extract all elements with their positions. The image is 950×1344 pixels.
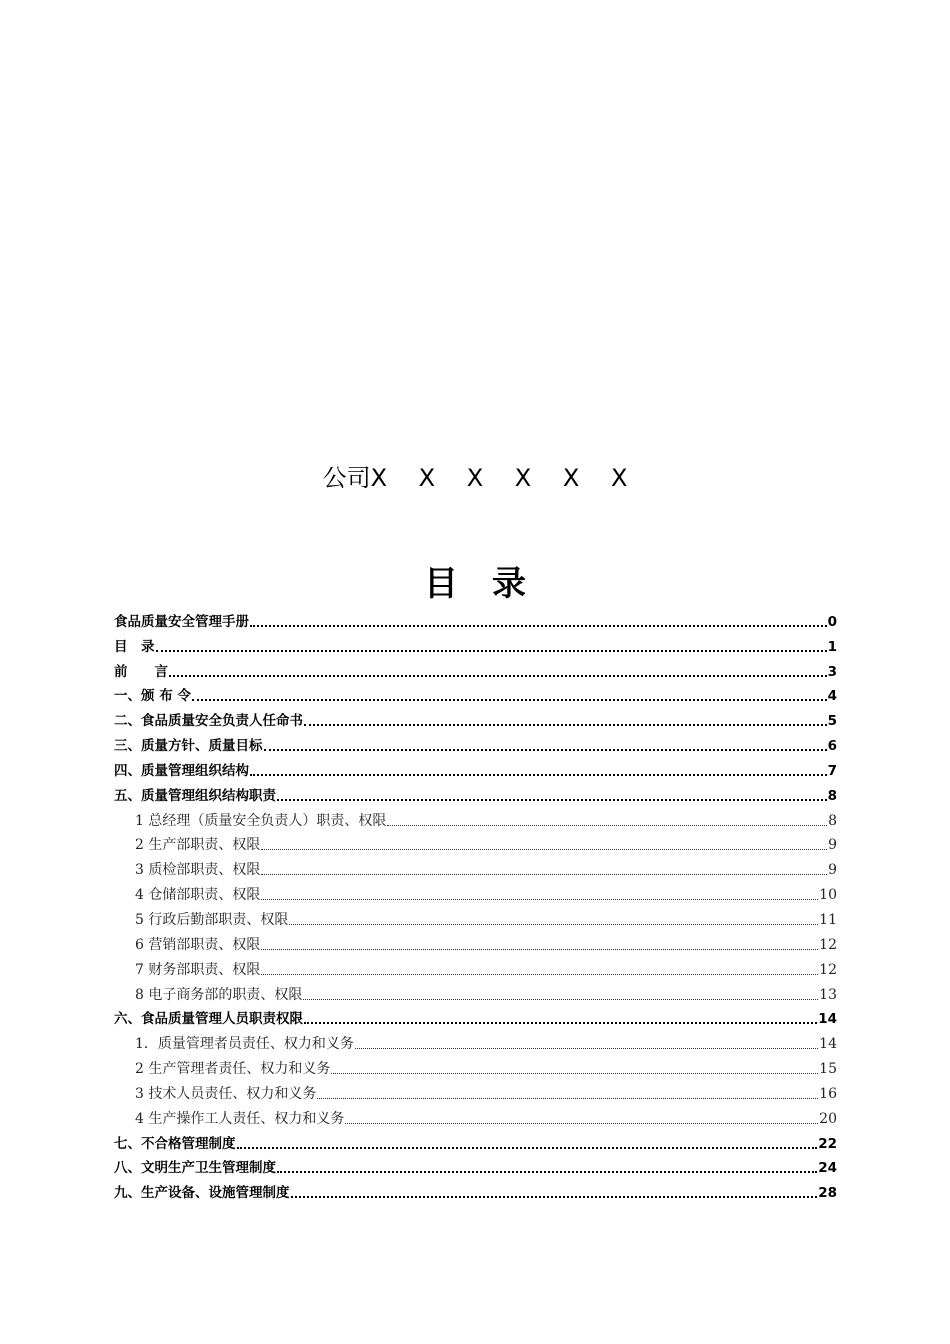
toc-dot-leader [264, 749, 827, 751]
toc-entry-page-number: 12 [819, 961, 837, 978]
toc-entry-label: 九、生产设备、设施管理制度 [114, 1185, 290, 1202]
toc-entry-label: 食品质量安全管理手册 [114, 613, 249, 630]
toc-entry-page-number: 6 [827, 738, 837, 755]
toc-dot-leader [304, 724, 827, 726]
toc-entry-page-number: 8 [828, 812, 837, 829]
toc-entry[interactable] [114, 706, 837, 731]
toc-entry[interactable] [114, 831, 837, 856]
toc-entry[interactable] [114, 781, 837, 806]
toc-entry-page-number: 16 [819, 1085, 837, 1102]
toc-entry[interactable] [114, 682, 837, 707]
toc-dot-leader [331, 1073, 818, 1074]
toc-entry-label: 8 电子商务部的职责、权限 [135, 986, 303, 1003]
toc-dot-leader [237, 1147, 818, 1149]
toc-entry[interactable] [114, 632, 837, 657]
toc-entry[interactable] [114, 1005, 837, 1030]
toc-dot-leader [261, 874, 827, 875]
toc-dot-leader [289, 924, 818, 925]
toc-entry-page-number: 9 [828, 837, 837, 854]
toc-dot-leader [261, 849, 827, 850]
toc-entry[interactable] [114, 905, 837, 930]
toc-entry[interactable] [114, 806, 837, 831]
toc-entry-page-number: 3 [827, 663, 837, 680]
toc-entry-label: 六、食品质量管理人员职责权限 [114, 1011, 303, 1028]
toc-entry-page-number: 0 [827, 613, 837, 630]
toc-dot-leader [277, 1171, 817, 1173]
toc-entry-page-number: 24 [818, 1160, 837, 1177]
toc-entry-page-number: 28 [818, 1185, 837, 1202]
toc-entry-page-number: 20 [819, 1110, 837, 1127]
toc-entry-label: 1 总经理（质量安全负责人）职责、权限 [135, 812, 387, 829]
toc-dot-leader [277, 799, 827, 801]
toc-entry-label: 5 行政后勤部职责、权限 [135, 911, 289, 928]
toc-entry[interactable] [114, 731, 837, 756]
toc-entry[interactable] [114, 880, 837, 905]
toc-entry-label: 2 生产部职责、权限 [135, 837, 261, 854]
toc-entry-page-number: 8 [827, 787, 837, 804]
toc-entry[interactable] [114, 1054, 837, 1079]
toc-entry[interactable] [114, 756, 837, 781]
toc-dot-leader [261, 949, 818, 950]
toc-dot-leader [169, 675, 827, 677]
toc-entry-page-number: 10 [819, 887, 837, 904]
toc-entry[interactable] [114, 657, 837, 682]
table-of-contents [114, 607, 837, 1203]
toc-entry-label: 2 生产管理者责任、权力和义务 [135, 1061, 331, 1078]
toc-dot-leader [250, 774, 827, 776]
toc-entry[interactable] [114, 1178, 837, 1203]
toc-dot-leader [387, 825, 827, 826]
toc-dot-leader [261, 899, 818, 900]
toc-entry[interactable] [114, 1129, 837, 1154]
toc-dot-leader [291, 1196, 818, 1198]
toc-dot-leader [345, 1123, 818, 1124]
toc-entry-label: 目 录 [114, 638, 155, 655]
toc-entry[interactable] [114, 980, 837, 1005]
toc-entry-page-number: 12 [819, 936, 837, 953]
toc-dot-leader [355, 1048, 818, 1049]
toc-dot-leader [317, 1098, 818, 1099]
toc-entry-page-number: 22 [818, 1135, 837, 1152]
toc-entry-page-number: 14 [818, 1011, 837, 1028]
toc-entry-label: 前 言 [114, 663, 168, 680]
toc-dot-leader [261, 974, 818, 975]
company-name: 公司X X X X X X [322, 464, 628, 492]
toc-entry[interactable] [114, 930, 837, 955]
toc-dot-leader [303, 999, 818, 1000]
toc-entry-page-number: 14 [819, 1036, 837, 1053]
toc-entry-label: 一、颁 布 令 [114, 688, 191, 705]
toc-entry-page-number: 4 [827, 688, 837, 705]
toc-entry-label: 五、质量管理组织结构职责 [114, 787, 276, 804]
toc-entry-label: 八、文明生产卫生管理制度 [114, 1160, 276, 1177]
toc-entry-page-number: 13 [819, 986, 837, 1003]
toc-entry[interactable] [114, 855, 837, 880]
toc-dot-leader [250, 625, 827, 627]
toc-entry-label: 七、不合格管理制度 [114, 1135, 236, 1152]
toc-entry[interactable] [114, 607, 837, 632]
toc-entry[interactable] [114, 1154, 837, 1179]
toc-dot-leader [192, 699, 827, 701]
toc-entry-label: 1．质量管理者员责任、权力和义务 [135, 1036, 354, 1053]
toc-title: 目 录 [424, 564, 526, 604]
toc-entry-label: 二、食品质量安全负责人任命书 [114, 713, 303, 730]
toc-entry-label: 4 仓储部职责、权限 [135, 887, 261, 904]
toc-entry-page-number: 1 [827, 638, 837, 655]
toc-entry-page-number: 5 [827, 713, 837, 730]
toc-entry-label: 4 生产操作工人责任、权力和义务 [135, 1110, 345, 1127]
toc-entry-page-number: 7 [827, 762, 837, 779]
toc-entry-label: 四、质量管理组织结构 [114, 762, 249, 779]
toc-entry-label: 3 技术人员责任、权力和义务 [135, 1085, 317, 1102]
toc-entry-page-number: 15 [819, 1061, 837, 1078]
toc-entry-label: 6 营销部职责、权限 [135, 936, 261, 953]
toc-entry-page-number: 11 [819, 911, 837, 928]
toc-entry-label: 7 财务部职责、权限 [135, 961, 261, 978]
toc-entry[interactable] [114, 955, 837, 980]
toc-entry[interactable] [114, 1029, 837, 1054]
toc-entry-label: 三、质量方针、质量目标 [114, 738, 263, 755]
toc-dot-leader [156, 650, 827, 652]
toc-entry-label: 3 质检部职责、权限 [135, 862, 261, 879]
toc-entry-page-number: 9 [828, 862, 837, 879]
toc-dot-leader [304, 1022, 817, 1024]
toc-entry[interactable] [114, 1104, 837, 1129]
toc-entry[interactable] [114, 1079, 837, 1104]
